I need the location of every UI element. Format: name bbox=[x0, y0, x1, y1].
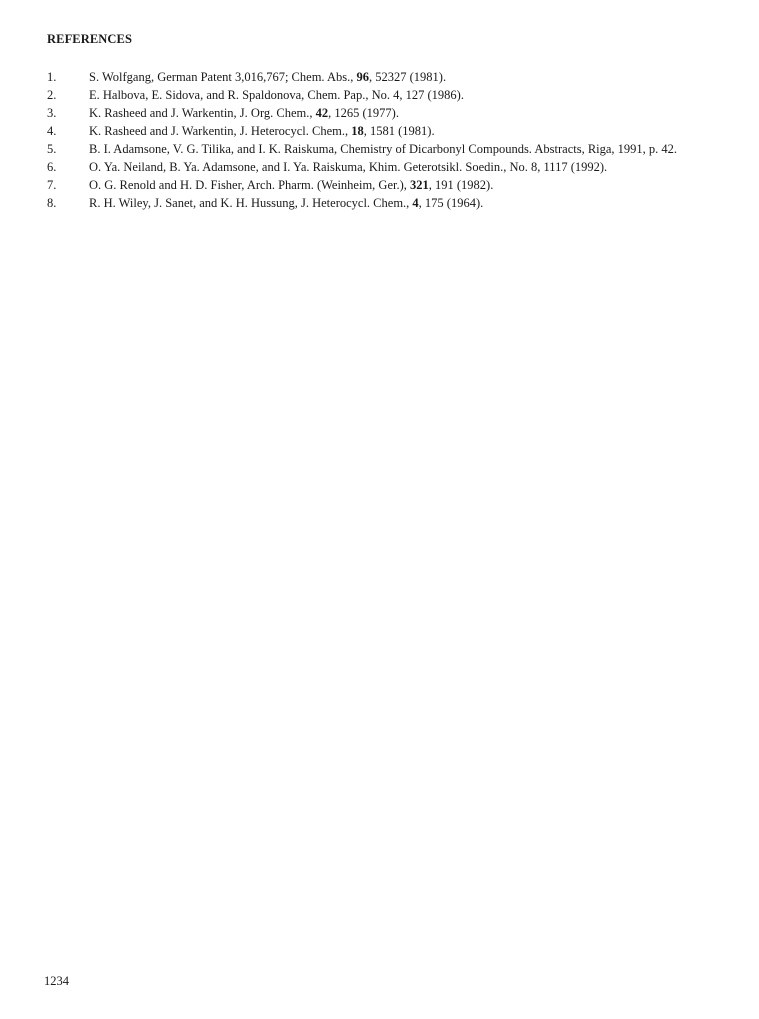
reference-text bbox=[89, 176, 737, 194]
reference-text-segment: , 175 (1964). bbox=[418, 196, 484, 210]
reference-text bbox=[89, 104, 737, 122]
reference-text bbox=[89, 140, 737, 158]
reference-item bbox=[47, 104, 737, 122]
reference-item bbox=[47, 68, 737, 86]
reference-item bbox=[47, 194, 737, 212]
references-list bbox=[47, 68, 737, 212]
reference-text-segment: O. Ya. Neiland, B. Ya. Adamsone, and I. Ya. Raiskuma, Khim. Geterotsikl. Soedin., No. 8, 1117 (1992). bbox=[89, 160, 608, 174]
reference-text bbox=[89, 194, 737, 212]
reference-text-segment: R. H. Wiley, J. Sanet, and K. H. Hussung, J. Heterocycl. Chem., bbox=[89, 196, 413, 210]
page-number: 1234 bbox=[44, 974, 69, 988]
reference-text-segment: , 1581 (1981). bbox=[363, 124, 435, 138]
reference-volume: 4 bbox=[412, 196, 419, 210]
reference-volume: 96 bbox=[356, 70, 369, 84]
reference-volume: 321 bbox=[410, 178, 429, 192]
reference-number: 8. bbox=[47, 196, 57, 210]
reference-text-segment: , 1265 (1977). bbox=[328, 106, 399, 120]
reference-item bbox=[47, 176, 737, 194]
reference-text bbox=[89, 158, 737, 176]
reference-text-segment: , 191 (1982). bbox=[428, 178, 494, 192]
reference-volume: 18 bbox=[351, 124, 364, 138]
reference-number: 4. bbox=[47, 124, 57, 138]
reference-text-segment: S. Wolfgang, German Patent 3,016,767; Chem. Abs., bbox=[89, 70, 357, 84]
reference-item bbox=[47, 140, 737, 158]
reference-text-segment: , 52327 (1981). bbox=[369, 70, 447, 84]
reference-number: 1. bbox=[47, 70, 57, 84]
reference-text-segment: K. Rasheed and J. Warkentin, J. Org. Chem., bbox=[89, 106, 316, 120]
reference-number: 2. bbox=[47, 88, 57, 102]
references-heading: REFERENCES bbox=[47, 32, 133, 46]
reference-item bbox=[47, 158, 737, 176]
reference-number: 6. bbox=[47, 160, 57, 174]
reference-number: 3. bbox=[47, 106, 57, 120]
reference-volume: 42 bbox=[315, 106, 329, 120]
reference-number: 5. bbox=[47, 142, 57, 156]
reference-item bbox=[47, 86, 737, 104]
reference-text-segment: K. Rasheed and J. Warkentin, J. Heterocycl. Chem., bbox=[89, 124, 352, 138]
reference-text-segment: E. Halbova, E. Sidova, and R. Spaldonova, Chem. Pap., No. 4, 127 (1986). bbox=[89, 88, 464, 102]
reference-text bbox=[89, 86, 737, 104]
reference-text bbox=[89, 68, 737, 86]
reference-item bbox=[47, 122, 737, 140]
reference-text-segment: B. I. Adamsone, V. G. Tilika, and I. K. Raiskuma, Chemistry of Dicarbonyl Compounds. Abstracts, Riga, 1991, p. 42. bbox=[89, 142, 678, 156]
reference-text bbox=[89, 122, 737, 140]
reference-text-segment: O. G. Renold and H. D. Fisher, Arch. Pharm. (Weinheim, Ger.), bbox=[89, 178, 411, 192]
reference-number: 7. bbox=[47, 178, 57, 192]
